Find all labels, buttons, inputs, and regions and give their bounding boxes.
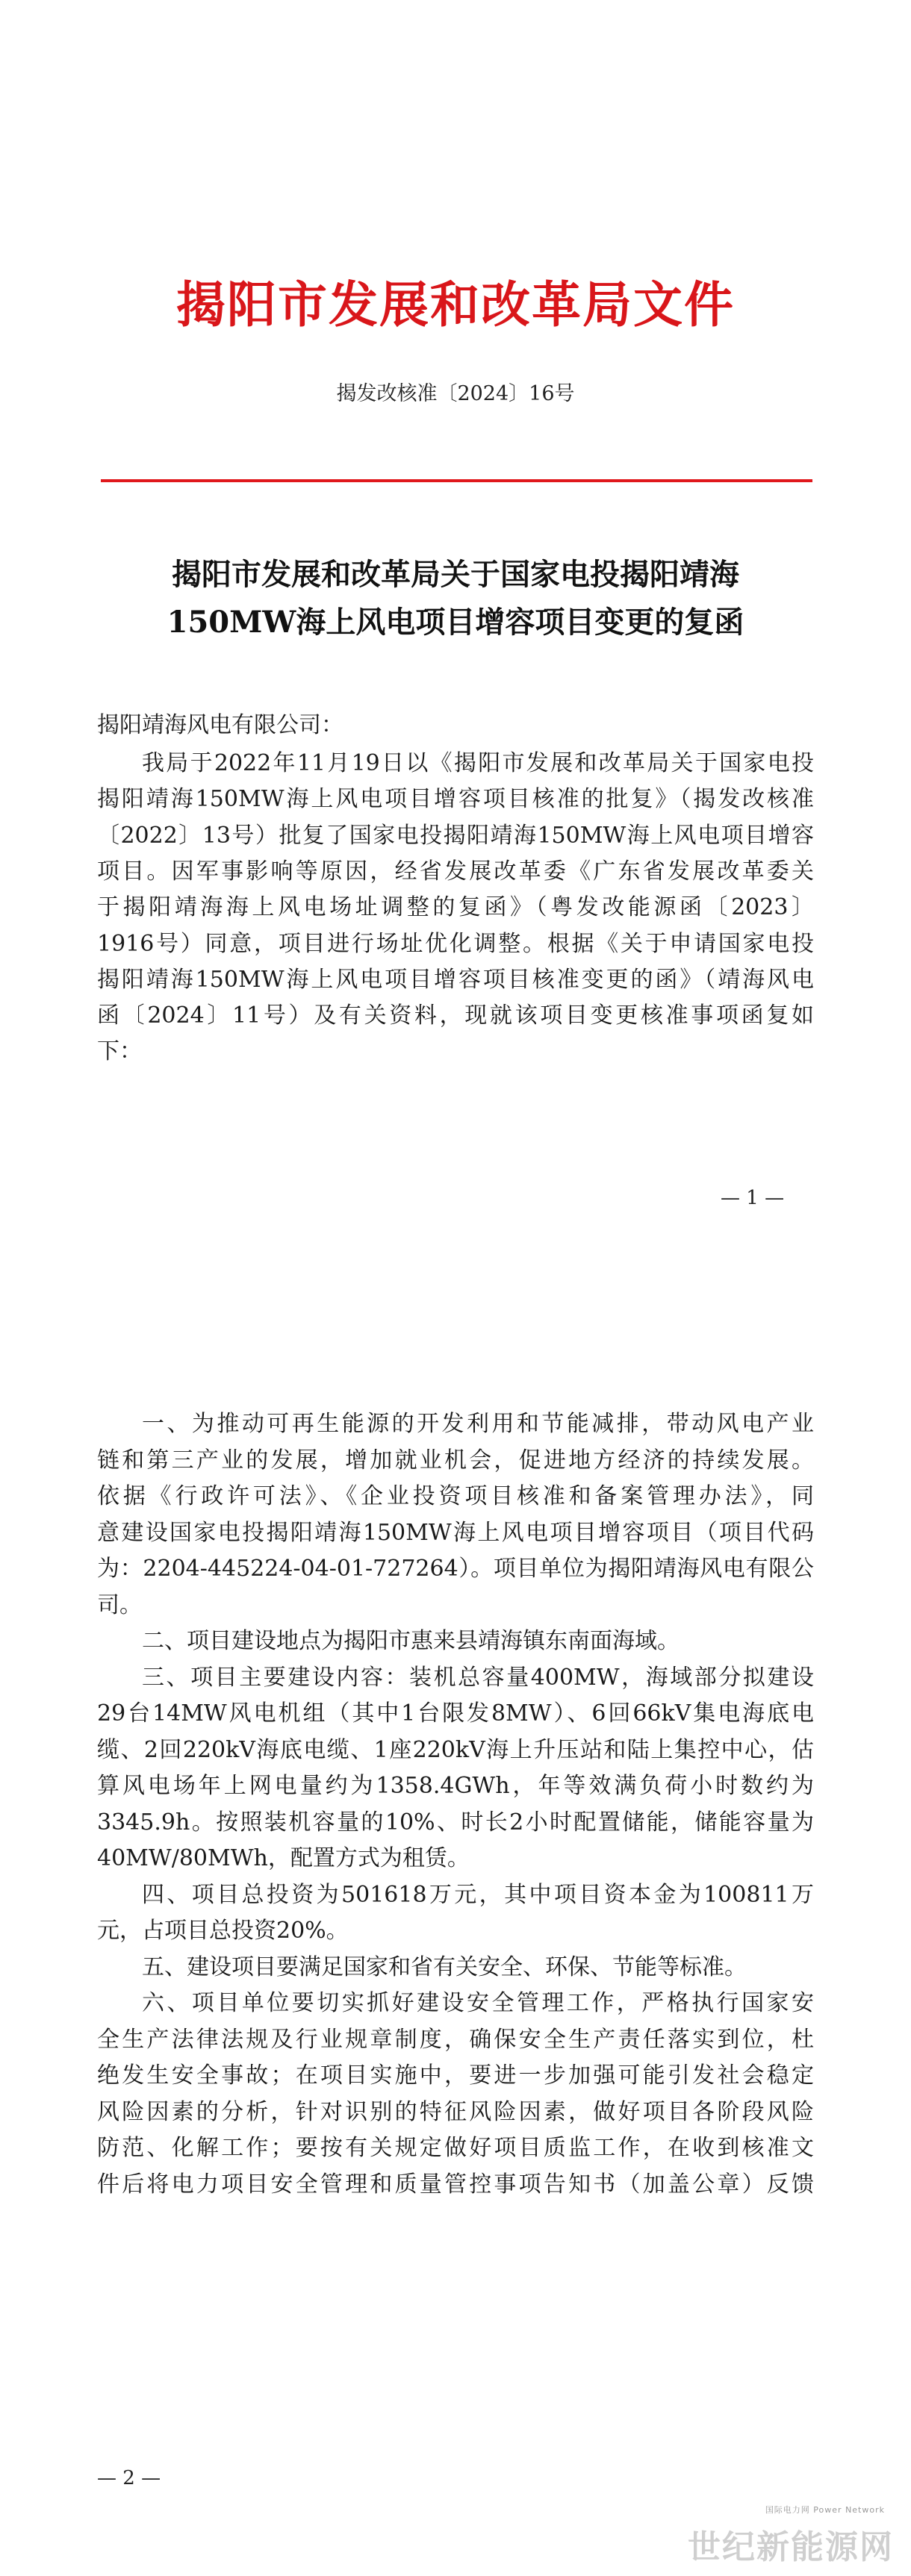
watermark-logo: 世纪新能源网	[688, 2528, 894, 2566]
item-6-line: 六、项目单位要切实抓好建设安全管理工作，严格执行国家安	[142, 1990, 814, 2016]
document-number: 揭发改核准〔2024〕16号	[336, 382, 575, 405]
item-1-line: 链和第三产业的发展，增加就业机会，促进地方经济的持续发展。	[97, 1447, 814, 1473]
page-number-2: — 2 —	[97, 2467, 161, 2489]
item-6-line: 全生产法律法规及行业规章制度，确保安全生产责任落实到位，杜	[97, 2026, 814, 2053]
item-1-line: 为：2204-445224-04-01-727264）。项目单位为揭阳靖海风电有限公	[97, 1556, 814, 1582]
reply-title-line: 揭阳市发展和改革局关于国家电投揭阳靖海	[172, 557, 739, 592]
paragraph-line: 揭阳靖海150MW海上风电项目增容项目核准变更的函》（靖海风电	[97, 966, 814, 993]
item-6-line: 绝发生安全事故；在项目实施中，要进一步加强可能引发社会稳定	[97, 2062, 814, 2089]
paragraph-line: 我局于2022年11月19日以《揭阳市发展和改革局关于国家电投	[142, 750, 814, 776]
item-6-line: 防范、化解工作；要按有关规定做好项目质监工作，在收到核准文	[97, 2135, 814, 2161]
item-3-line: 缆、2回220kV海底电缆、1座220kV海上升压站和陆上集控中心，估	[97, 1736, 814, 1763]
item-3-line: 29台14MW风电机组（其中1台限发8MW）、6回66kV集电海底电	[97, 1700, 814, 1727]
item-6-line: 件后将电力项目安全管理和质量管控事项告知书（加盖公章）反馈	[97, 2171, 814, 2198]
paragraph-line: 〔2022〕13号）批复了国家电投揭阳靖海150MW海上风电项目增容	[97, 822, 814, 849]
paragraph-line: 下：	[97, 1038, 142, 1065]
item-3-line: 算风电场年上网电量约为1358.4GWh，年等效满负荷小时数约为	[97, 1773, 814, 1799]
item-1-line: 一、为推动可再生能源的开发利用和节能减排，带动风电产业	[142, 1411, 814, 1437]
item-3-line: 40MW/80MWh，配置方式为租赁。	[97, 1845, 470, 1871]
site-watermark	[676, 2501, 900, 2568]
item-6-line: 风险因素的分析，针对识别的特征风险因素，做好项目各阶段风险	[97, 2098, 814, 2125]
page-number-1: — 1 —	[721, 1187, 785, 1209]
document-page-1	[0, 0, 911, 1269]
salutation: 揭阳靖海风电有限公司：	[97, 712, 343, 738]
paragraph-line: 函〔2024〕11号）及有关资料，现就该项目变更核准事项函复如	[97, 1002, 814, 1029]
paragraph-line: 于揭阳靖海海上风电场址调整的复函》（粤发改能源函〔2023〕	[97, 894, 814, 921]
item-1-line: 意建设国家电投揭阳靖海150MW海上风电项目增容项目（项目代码	[97, 1519, 814, 1546]
paragraph-line: 1916号）同意，项目进行场址优化调整。根据《关于申请国家电投	[97, 930, 814, 957]
item-1-line: 依据《行政许可法》、《企业投资项目核准和备案管理办法》，同	[97, 1483, 814, 1509]
item-5-line: 五、建设项目要满足国家和省有关安全、环保、节能等标准。	[142, 1953, 747, 1980]
item-4-line: 元，占项目总投资20%。	[97, 1918, 349, 1944]
item-4-line: 四、项目总投资为501618万元，其中项目资本金为100811万	[142, 1881, 814, 1908]
item-3-line: 3345.9h。按照装机容量的10%、时长2小时配置储能，储能容量为	[97, 1809, 814, 1836]
paragraph-line: 揭阳靖海150MW海上风电项目增容项目核准的批复》（揭发改核准	[97, 786, 814, 813]
item-2-line: 二、项目建设地点为揭阳市惠来县靖海镇东南面海域。	[142, 1628, 680, 1654]
item-3-line: 三、项目主要建设内容：装机总容量400MW，海域部分拟建设	[142, 1664, 814, 1691]
issuer-header-title: 揭阳市发展和改革局文件	[176, 275, 735, 334]
paragraph-line: 项目。因军事影响等原因，经省发展改革委《广东省发展改革委关	[97, 858, 814, 885]
reply-title	[0, 551, 911, 646]
watermark-small-text: 国际电力网 Power Network	[765, 2505, 885, 2515]
reply-title-line: 150MW海上风电项目增容项目变更的复函	[167, 605, 744, 640]
item-1-line: 司。	[97, 1591, 142, 1618]
red-divider-rule	[101, 479, 812, 482]
